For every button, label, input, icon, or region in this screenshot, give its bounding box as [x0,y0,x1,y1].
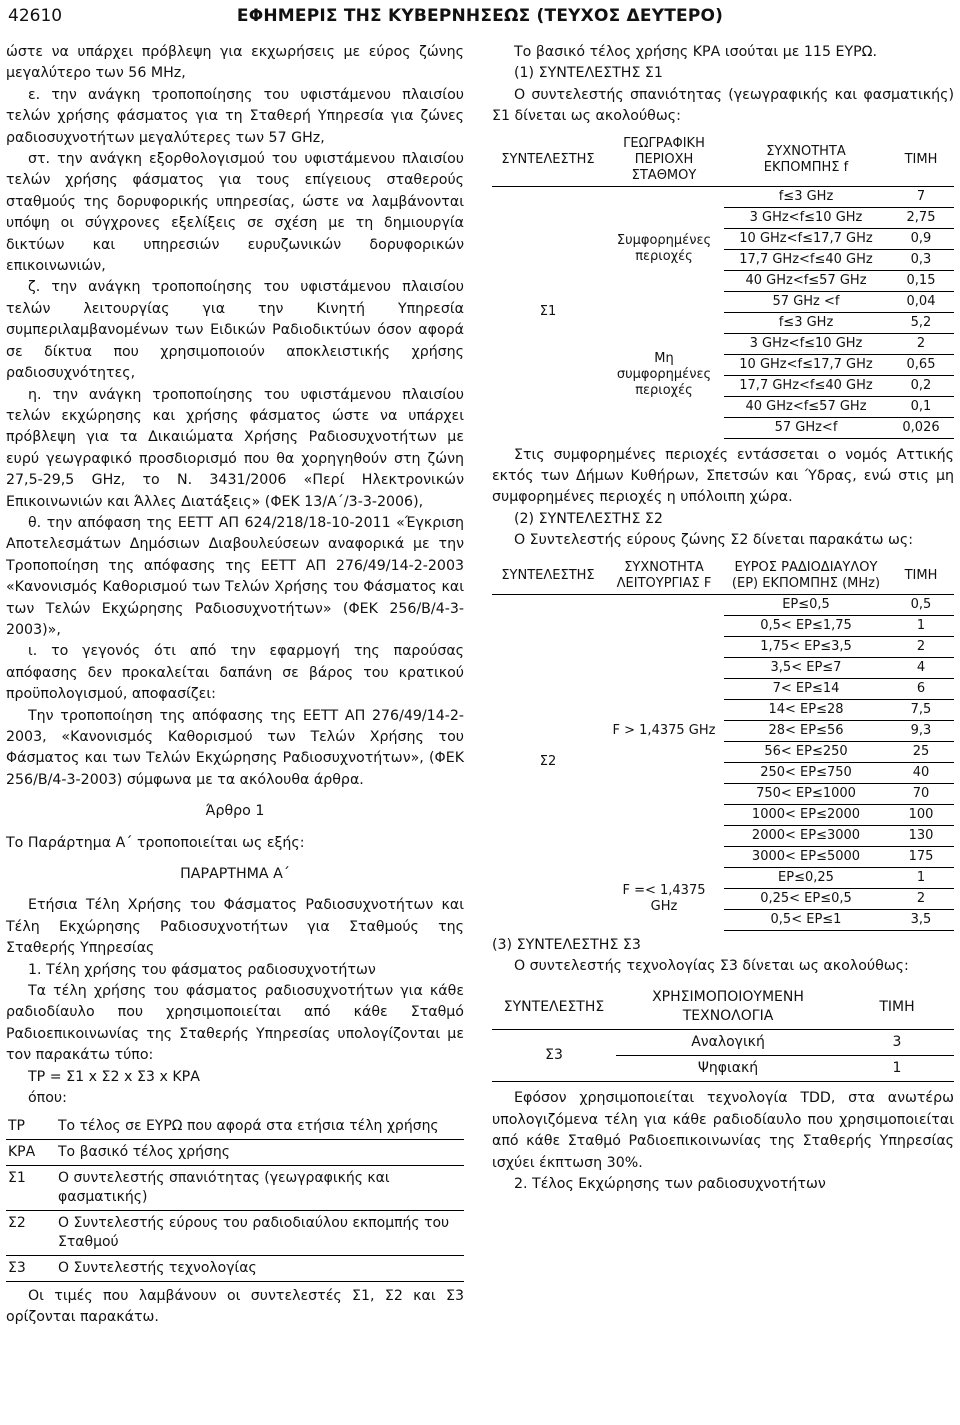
value-cell: 25 [888,741,954,762]
frequency-cell: 10 GHz<f≤17,7 GHz [724,354,888,375]
paragraph: ώστε να υπάρχει πρόβλεψη για εκχωρήσεις με εύρος ζώνης μεγαλύτερο των 56 MHz, [6,44,464,82]
paragraph: Εφόσον χρησιμοποιείται τεχνολογία TDD, στα ανωτέρω υπολογιζόμενα τέλη για κάθε ραδιοδίαυλο που χρησιμοποιείται από κάθε Σταθμό Ραδιοεπικοινωνίας της Σταθερής Υπηρεσίας ισχύει έκπτωση 30%. [492,1090,954,1171]
value-cell: 0,3 [888,249,954,270]
bandwidth-cell: 750< ΕΡ≤1000 [724,783,888,804]
paragraph: η. την ανάγκη τροποποίησης του υφιστάμενου πλαισίου τελών εκχώρησης και χρήσης φάσματος ώστε να υπάρχει πρόβλεψη για τα Δικαιώματα Χρήσης Ραδιοσυχνοτήτων με ευρύ γεωγραφικό προσδιορισμό που θα χορηγηθούν στη ζώνη 27,5-29,5 GHz, το Ν. 3431/2006 «Περί Ηλεκτρονικών Επικοινωνιών και Άλλες Διατάξεις» (ΦΕΚ 13/Α΄/3-3-2006), [6,386,464,510]
value-cell: 3 [840,1030,954,1056]
paragraph: Οι τιμές που λαμβάνουν οι συντελεστές Σ1, Σ2 και Σ3 ορίζονται παρακάτω. [6,1287,464,1325]
article-heading: Άρθρο 1 [205,803,265,820]
bandwidth-cell: ΕΡ≤0,5 [724,594,888,615]
value-cell: 100 [888,804,954,825]
value-cell: 130 [888,825,954,846]
definition-value: Ο Συντελεστής τεχνολογίας [56,1255,464,1281]
page-header [0,0,960,34]
paragraph: Στις συμφορημένες περιοχές εντάσσεται ο νομός Αττικής εκτός των Δήμων Κυθήρων, Σπετσών και Ύδρας, ενώ στις μη συμφορημένες περιοχές η υπόλοιπη χώρα. [492,446,954,506]
definition-key: Σ2 [6,1210,56,1255]
gazette-title: ΕΦΗΜΕΡΙΣ ΤΗΣ ΚΥΒΕΡΝΗΣΕΩΣ (ΤΕΥΧΟΣ ΔΕΥΤΕΡΟ) [236,6,724,26]
definition-row [6,1114,464,1140]
page-number: 42610 [8,6,63,26]
paragraph: Το βασικό τέλος χρήσης ΚΡΑ ισούται με 115 ΕΥΡΩ. [514,44,878,60]
value-cell: 1 [888,615,954,636]
definition-key: Σ1 [6,1165,56,1210]
frequency-cell: 17,7 GHz<f≤40 GHz [724,249,888,270]
formula: ΤΡ = Σ1 x Σ2 x Σ3 x ΚΡΑ [28,1068,200,1085]
bandwidth-cell: ΕΡ≤0,25 [724,867,888,888]
value-cell: 4 [888,657,954,678]
annex-title: Ετήσια Τέλη Χρήσης του Φάσματος Ραδιοσυχνοτήτων και Τέλη Εκχώρησης Ραδιοσυχνοτήτων για Σταθμούς της Σταθερής Υπηρεσίας [6,897,464,957]
value-cell: 1 [840,1056,954,1082]
bandwidth-cell: 3000< ΕΡ≤5000 [724,846,888,867]
value-cell: 70 [888,783,954,804]
table-header: ΤΙΜΗ [888,558,954,595]
value-cell: 0,1 [888,396,954,417]
frequency-cell: 57 GHz<f [724,417,888,438]
paragraph: Το Παράρτημα Α΄ τροποποιείται ως εξής: [6,834,305,851]
definition-value: Το βασικό τέλος χρήσης [56,1139,464,1165]
coefficient-cell: Σ3 [492,1030,616,1082]
value-cell: 175 [888,846,954,867]
definition-row [6,1210,464,1255]
value-cell: 0,15 [888,270,954,291]
value-cell: 0,04 [888,291,954,312]
frequency-cell: 3 GHz<f≤10 GHz [724,333,888,354]
technology-cell: Ψηφιακή [616,1056,840,1082]
section-heading: (1) ΣΥΝΤΕΛΕΣΤΗΣ Σ1 [514,65,663,82]
paragraph: ε. την ανάγκη τροποποίησης του υφιστάμενου πλαισίου τελών χρήσης φάσματος για τη Σταθερή Υπηρεσία για ζώνες ραδιοσυχνοτήτων μεγαλύτερες των 57 GHz, [6,86,464,146]
table-header: ΕΥΡΟΣ ΡΑΔΙΟΔΙΑΥΛΟΥ (ΕΡ) ΕΚΠΟΜΠΗΣ (MHz) [724,558,888,595]
bandwidth-cell: 3,5< ΕΡ≤7 [724,657,888,678]
frequency-cell: 10 GHz<f≤17,7 GHz [724,228,888,249]
bandwidth-cell: 1,75< ΕΡ≤3,5 [724,636,888,657]
frequency-cell: f≤3 GHz [724,186,888,207]
value-cell: 2,75 [888,207,954,228]
paragraph: θ. την απόφαση της ΕΕΤΤ ΑΠ 624/218/18-10-2011 «Έγκριση Αποτελεσμάτων Δημόσιων Διαβουλεύσεων αναφορικά με την Τροποποίηση της απόφασης της ΕΕΤΤ ΑΠ 276/49/14-2-2003 «Κανονισμός Καθορισμού των Τελών Χρήσης του Φάσματος και των Τελών Εκχώρησης Ραδιοσυχνοτήτων» (ΦΕΚ 256/Β/4-3-2003)», [6,514,464,638]
section-heading: (3) ΣΥΝΤΕΛΕΣΤΗΣ Σ3 [492,936,641,953]
paragraph: Την τροποποίηση της απόφασης της ΕΕΤΤ ΑΠ 276/49/14-2-2003, «Κανονισμός Καθορισμού των Τελών Χρήσης του Φάσματος και των Τελών Εκχώρησης Ραδιοσυχνοτήτων», (ΦΕΚ 256/Β/4-3-2003) σύμφωνα με τα ακόλουθα άρθρα. [6,707,464,788]
table-header: ΣΥΧΝΟΤΗΤΑ ΛΕΙΤΟΥΡΓΙΑΣ F [604,558,724,595]
bandwidth-cell: 0,25< ΕΡ≤0,5 [724,888,888,909]
value-cell: 9,3 [888,720,954,741]
value-cell: 1 [888,867,954,888]
paragraph: Ο συντελεστής σπανιότητας (γεωγραφικής και φασματικής) Σ1 δίνεται ως ακολούθως: [492,86,954,125]
value-cell: 0,2 [888,375,954,396]
value-cell: 3,5 [888,909,954,930]
bandwidth-cell: 2000< ΕΡ≤3000 [724,825,888,846]
bandwidth-cell: 0,5< ΕΡ≤1,75 [724,615,888,636]
table-header: ΣΥΝΤΕΛΕΣΤΗΣ [492,558,604,595]
value-cell: 0,65 [888,354,954,375]
paragraph: Ο Συντελεστής εύρους ζώνης Σ2 δίνεται παρακάτω ως: [514,532,914,549]
section-heading: 2. Τέλος Εκχώρησης των ραδιοσυχνοτήτων [514,1176,826,1193]
section-heading: (2) ΣΥΝΤΕΛΕΣΤΗΣ Σ2 [514,510,663,527]
table-header: ΓΕΩΓΡΑΦΙΚΗ ΠΕΡΙΟΧΗ ΣΤΑΘΜΟΥ [604,134,724,187]
technology-cell: Αναλογική [616,1030,840,1056]
bandwidth-cell: 0,5< ΕΡ≤1 [724,909,888,930]
coefficient-s3-table [492,985,954,1082]
table-row [492,186,954,207]
definition-key: ΚΡΑ [6,1139,56,1165]
paragraph: ζ. την ανάγκη τροποποίησης του υφιστάμενου πλαισίου τελών λειτουργίας για την Κινητή Υπηρεσία συμπεριλαμβανομένων των Ειδικών Ραδιοδικτύων όσον αφορά σε δίκτυα που χρησιμοποιούν αποκλειστικής χρήσης ραδιοσυχνότητες, [6,279,464,382]
definitions-table [6,1114,464,1282]
definition-row [6,1255,464,1281]
annex-heading: ΠΑΡΑΡΤΗΜΑ Α΄ [180,866,290,883]
frequency-range-cell: F > 1,4375 GHz [612,722,716,738]
frequency-cell: 57 GHz <f [724,291,888,312]
definition-row [6,1139,464,1165]
value-cell: 2 [888,888,954,909]
frequency-range-cell: F =< 1,4375 GHz [622,882,706,914]
table-row [492,1030,954,1056]
value-cell: 0,9 [888,228,954,249]
bandwidth-cell: 56< ΕΡ≤250 [724,741,888,762]
value-cell: 2 [888,636,954,657]
coefficient-s1-table [492,134,954,439]
table-header: ΧΡΗΣΙΜΟΠΟΙΟΥΜΕΝΗ ΤΕΧΝΟΛΟΓΙΑ [616,985,840,1030]
bandwidth-cell: 28< ΕΡ≤56 [724,720,888,741]
table-header: ΤΙΜΗ [888,134,954,187]
frequency-cell: 40 GHz<f≤57 GHz [724,396,888,417]
bandwidth-cell: 250< ΕΡ≤750 [724,762,888,783]
value-cell: 0,5 [888,594,954,615]
frequency-cell: 17,7 GHz<f≤40 GHz [724,375,888,396]
frequency-cell: 3 GHz<f≤10 GHz [724,207,888,228]
area-cell: Μη συμφορημένες περιοχές [616,351,712,399]
bandwidth-cell: 7< ΕΡ≤14 [724,678,888,699]
coefficient-cell: Σ1 [539,304,557,320]
value-cell: 40 [888,762,954,783]
table-header: ΤΙΜΗ [840,985,954,1030]
bandwidth-cell: 14< ΕΡ≤28 [724,699,888,720]
table-header: ΣΥΝΤΕΛΕΣΤΗΣ [492,985,616,1030]
section-heading: 1. Τέλη χρήσης του φάσματος ραδιοσυχνοτήτων [28,961,376,978]
definition-value: Το τέλος σε ΕΥΡΩ που αφορά στα ετήσια τέλη χρήσης [56,1114,464,1140]
table-header: ΣΥΧΝΟΤΗΤΑ ΕΚΠΟΜΠΗΣ f [724,134,888,187]
frequency-cell: f≤3 GHz [724,312,888,333]
value-cell: 7 [888,186,954,207]
frequency-cell: 40 GHz<f≤57 GHz [724,270,888,291]
coefficient-cell: Σ2 [539,754,557,770]
left-column [6,42,464,1328]
right-column [492,42,954,1196]
value-cell: 6 [888,678,954,699]
definition-key: ΤΡ [6,1114,56,1140]
value-cell: 0,026 [888,417,954,438]
value-cell: 5,2 [888,312,954,333]
value-cell: 7,5 [888,699,954,720]
paragraph: στ. την ανάγκη εξορθολογισμού του υφιστάμενου πλαισίου τελών χρήσης φάσματος για τους επίγειους σταθερούς σταθμούς της δορυφορικής υπηρεσίας, ώστε να λαμβάνονται υπόψη οι σύγχρονες εξελίξεις σε σχέση με τη δημιουργία δικτύων και υπηρεσιών ευρυζωνικών δορυφορικών επικοινωνιών, [6,151,464,275]
bandwidth-cell: 1000< ΕΡ≤2000 [724,804,888,825]
value-cell: 2 [888,333,954,354]
paragraph: ι. το γεγονός ότι από την εφαρμογή της παρούσας απόφασης δεν προκαλείται δαπάνη σε βάρος του κρατικού προϋπολογισμού, αποφασίζει: [6,643,464,703]
paragraph: Τα τέλη χρήσης του φάσματος ραδιοσυχνοτήτων για κάθε ραδιοδίαυλο που χρησιμοποιείται από κάθε Σταθμό Ραδιοεπικοινωνίας της Σταθερής Υπηρεσίας υπολογίζονται με τον παρακάτω τύπο: [6,983,464,1064]
definition-value: Ο Συντελεστής εύρους του ραδιοδιαύλου εκπομπής του Σταθμού [56,1210,464,1255]
table-row [492,594,954,615]
coefficient-s2-table [492,558,954,931]
definition-key: Σ3 [6,1255,56,1281]
definition-value: Ο συντελεστής σπανιότητας (γεωγραφικής και φασματικής) [56,1165,464,1210]
definition-row [6,1165,464,1210]
paragraph: Ο συντελεστής τεχνολογίας Σ3 δίνεται ως ακολούθως: [514,958,909,975]
where-label: όπου: [28,1090,67,1107]
table-header: ΣΥΝΤΕΛΕΣΤΗΣ [492,134,604,187]
area-cell: Συμφορημένες περιοχές [616,233,712,265]
